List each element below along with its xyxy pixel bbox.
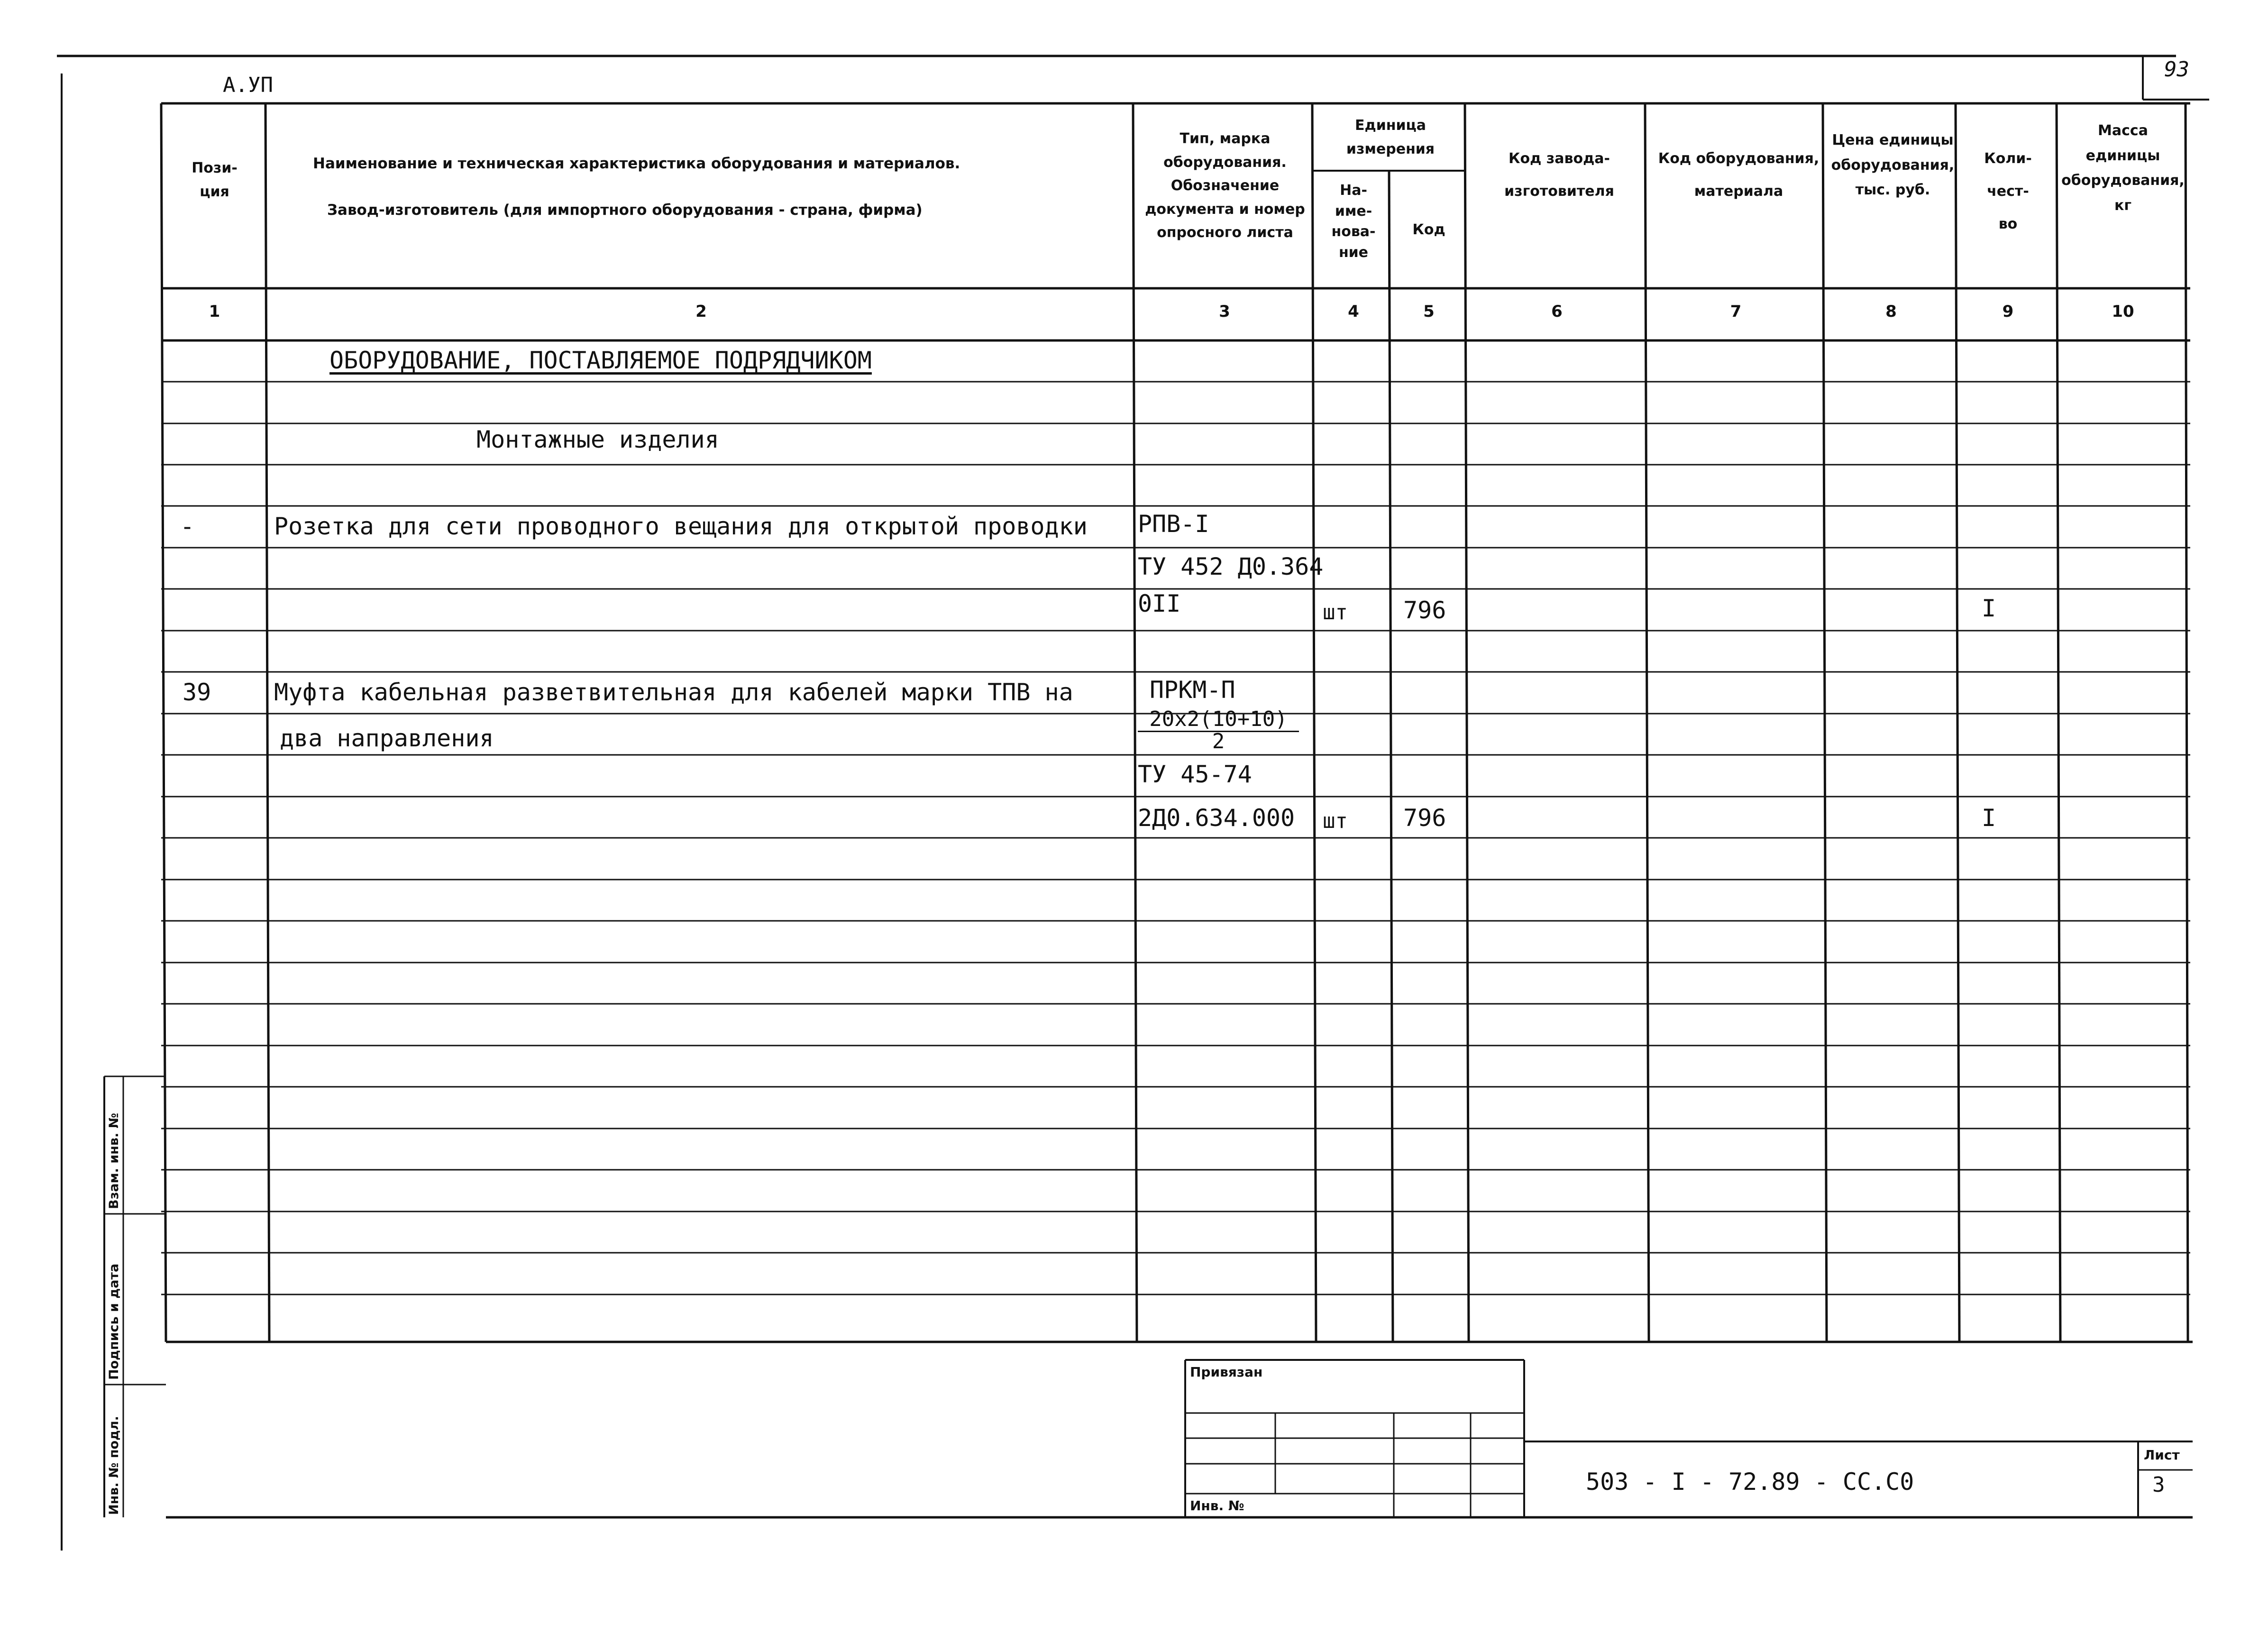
header-name-line2: Завод-изготовитель (для импортного оборудования - страна, фирма) [327, 202, 923, 219]
item-2-unit-name: шт [1323, 809, 1348, 833]
column-number-6: 6 [1551, 302, 1563, 321]
item-1-unit-code: 796 [1403, 597, 1446, 624]
section-title: ОБОРУДОВАНИЕ, ПОСТАВЛЯЕМОЕ ПОДРЯДЧИКОМ [329, 347, 872, 374]
header-name-line1: Наименование и техническая характеристика оборудования и материалов. [313, 155, 960, 172]
header-factory-code: Код завода-изготовителя [1504, 150, 1614, 200]
sheet-number-label: Лист [2144, 1447, 2180, 1463]
privyazan-label: Привязан [1190, 1364, 1263, 1380]
item-2-fraction-numerator: 20х2(10+10) [1138, 709, 1299, 732]
header-equipment-code: Код оборудования, материала [1658, 150, 1820, 200]
item-2-quantity: I [1982, 804, 1996, 832]
column-number-9: 9 [2002, 302, 2014, 321]
item-2-type-line4: 2Д0.634.000 [1138, 804, 1295, 832]
item-1-type-line1: РПВ-I [1138, 510, 1209, 538]
item-2-unit-code: 796 [1403, 804, 1446, 832]
header-quantity: Коли- чест- во [1984, 150, 2032, 232]
header-mass: Масса единицы оборудования, кг [2061, 122, 2185, 214]
item-1-name: Розетка для сети проводного вещания для открытой проводки [274, 513, 1088, 540]
page-marker: 93 [2164, 57, 2189, 82]
header-price: Цена единицы оборудования, тыс. руб. [1831, 132, 1955, 198]
column-number-8: 8 [1885, 302, 1897, 321]
header-unit-name: На- име- нова- ние [1331, 182, 1376, 261]
column-number-4: 4 [1348, 302, 1359, 321]
item-1-position: - [180, 513, 195, 540]
header-type: Тип, марка оборудования. Обозначение документа и номер опросного листа [1145, 130, 1305, 241]
item-1-type-line2: ТУ 452 Д0.364 [1138, 553, 1324, 580]
sheet-label: А.УП [223, 73, 273, 97]
column-number-1: 1 [209, 302, 220, 321]
document-designation: 503 - I - 72.89 - СС.С0 [1586, 1468, 1914, 1496]
item-1-unit-name: шт [1323, 600, 1348, 624]
stamp-signature-date: Подпись и дата [107, 1263, 121, 1380]
item-2-type-line3: ТУ 45-74 [1138, 761, 1252, 788]
item-2-fraction-denominator: 2 [1212, 729, 1225, 753]
item-1-quantity: I [1982, 595, 1996, 622]
item-2-type-line1: ПРКМ-П [1150, 676, 1235, 704]
header-position: Пози- ция [192, 160, 238, 200]
column-number-2: 2 [695, 302, 707, 321]
subsection-title: Монтажные изделия [476, 426, 719, 453]
sheet-number: 3 [2152, 1473, 2165, 1497]
column-number-10: 10 [2112, 302, 2134, 321]
header-unit-group: Единица измерения [1346, 117, 1435, 157]
item-2-type-fraction [1138, 709, 1299, 752]
item-2-name-line1: Муфта кабельная разветвительная для кабелей марки ТПВ на [274, 679, 1073, 706]
column-number-3: 3 [1219, 302, 1230, 321]
column-number-5: 5 [1423, 302, 1435, 321]
header-unit-code: Код [1412, 221, 1445, 238]
inventory-number-label: Инв. № [1190, 1498, 1244, 1514]
column-number-7: 7 [1730, 302, 1742, 321]
item-2-name-line2: два направления [280, 725, 494, 752]
stamp-inventory-original: Инв. № подл. [107, 1416, 121, 1515]
item-2-position: 39 [183, 679, 211, 706]
stamp-replacement-inventory: Взам. инв. № [107, 1112, 121, 1209]
item-1-type-line3: 0II [1138, 590, 1181, 617]
